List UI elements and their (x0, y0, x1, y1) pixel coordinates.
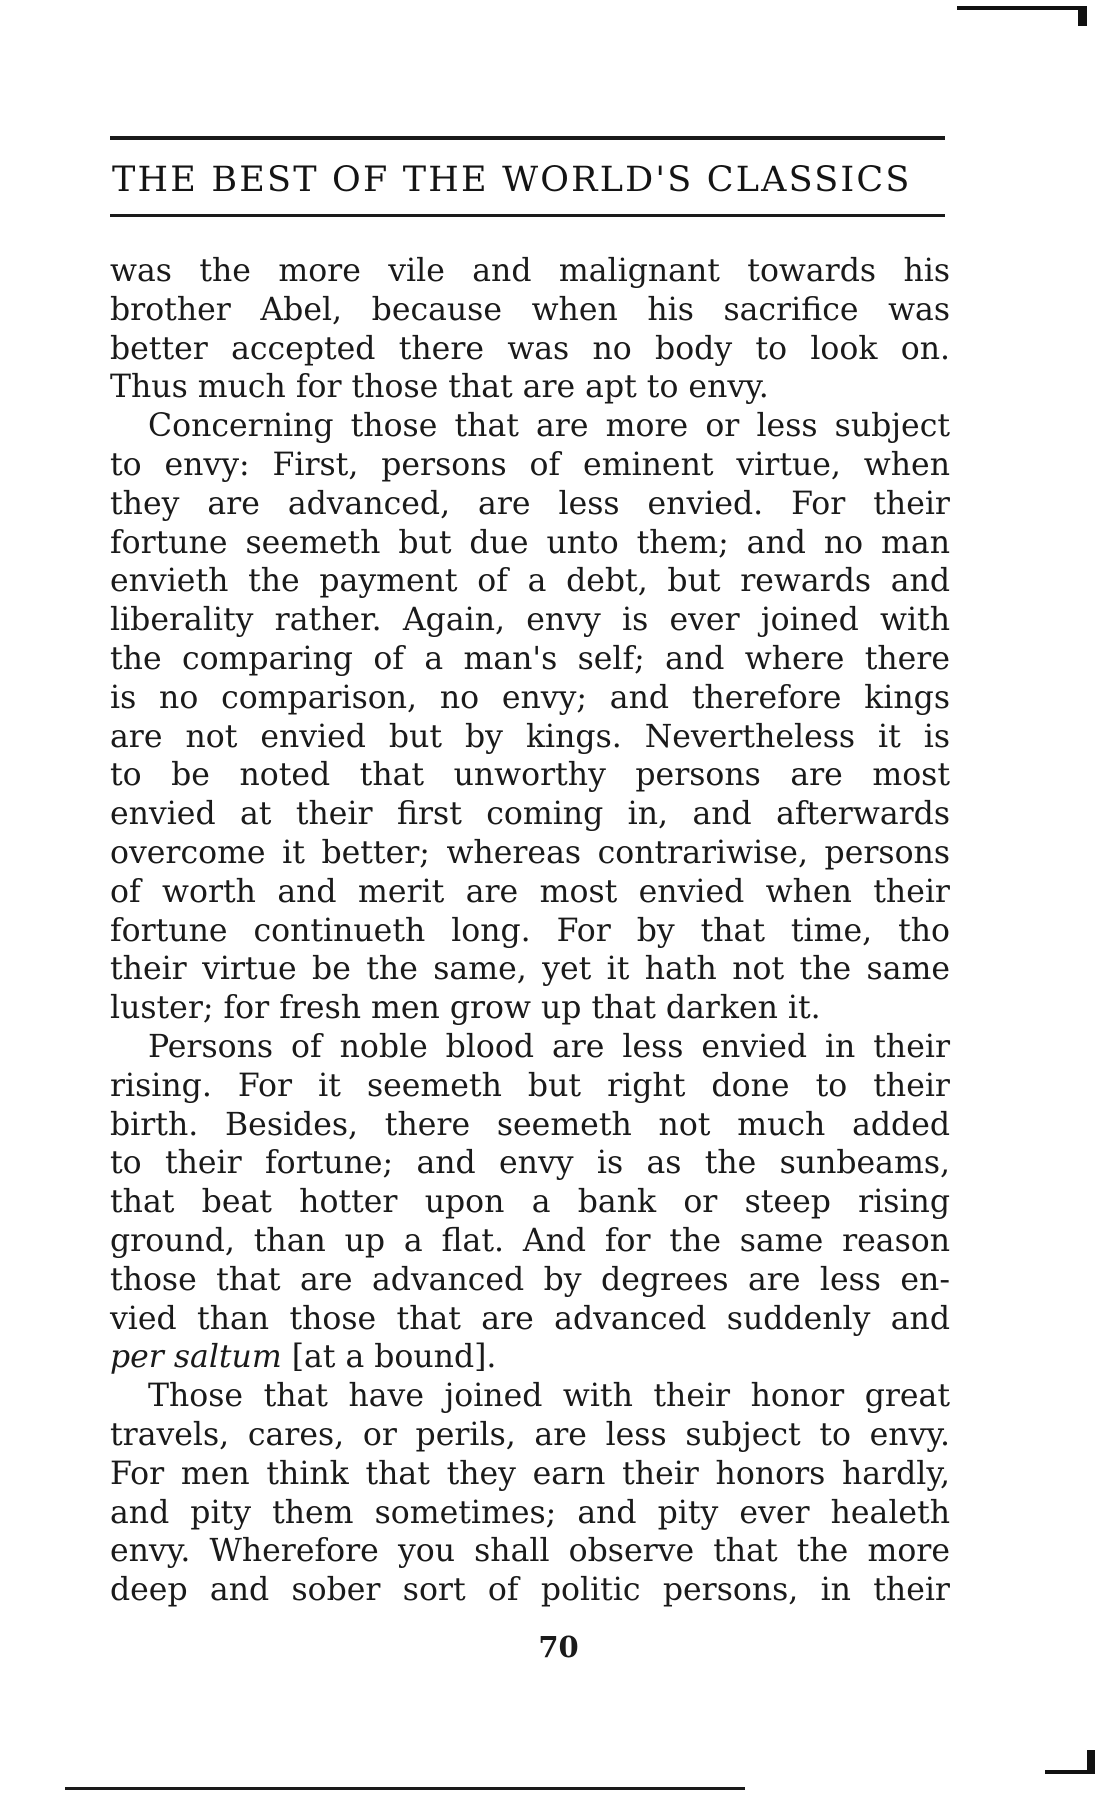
text-line: envied at their first coming in, and afterwards (110, 796, 950, 833)
text-line: are not envied but by kings. Nevertheless it is (110, 718, 950, 755)
text-line: Thus much for those that are apt to envy. (110, 369, 769, 406)
text-line: better accepted there was no body to look on. (110, 330, 950, 367)
top-corner-mark (957, 6, 1087, 10)
text-line: they are advanced, are less envied. For their (110, 485, 950, 522)
text-line: ground, than up a flat. And for the same reason (110, 1222, 950, 1259)
text-line: vied than those that are advanced suddenly and (110, 1300, 950, 1337)
text-line: fortune continueth long. For by that time, tho (110, 912, 950, 949)
line-rest: [at a bound]. (281, 1339, 497, 1376)
text-line: deep and sober sort of politic persons, in their (110, 1572, 950, 1609)
text-line: that beat hotter upon a bank or steep rising (110, 1184, 950, 1221)
text-line: fortune seemeth but due unto them; and no man (110, 524, 950, 561)
text-line: of worth and merit are most envied when their (110, 873, 950, 910)
text-line: their virtue be the same, yet it hath not the same (110, 951, 950, 988)
body-text (110, 252, 950, 1610)
text-line: rising. For it seemeth but right done to their (110, 1067, 950, 1104)
bottom-corner-mark (1045, 1770, 1095, 1774)
text-line: For men think that they earn their honors hardly, (110, 1455, 950, 1492)
page-number: 70 (538, 1630, 579, 1664)
text-line: travels, cares, or perils, are less subject to envy. (110, 1416, 950, 1453)
text-line: envieth the payment of a debt, but rewards and (110, 563, 950, 600)
italic-phrase: per saltum (110, 1339, 282, 1376)
text-line: to their fortune; and envy is as the sunbeams, (110, 1145, 950, 1182)
text-line (110, 1338, 950, 1377)
text-line: Persons of noble blood are less envied in their (148, 1028, 950, 1065)
head-rule (110, 214, 945, 217)
text-line: overcome it better; whereas contrariwise, persons (110, 834, 950, 871)
text-line: brother Abel, because when his sacrifice was (110, 291, 950, 328)
text-line: liberality rather. Again, envy is ever joined with (110, 602, 950, 639)
text-line: birth. Besides, there seemeth not much added (110, 1106, 950, 1143)
text-line: is no comparison, no envy; and therefore kings (110, 679, 950, 716)
text-line: to envy: First, persons of eminent virtue, when (110, 446, 950, 483)
running-head: THE BEST OF THE WORLD'S CLASSICS (112, 160, 912, 200)
text-line: to be noted that unworthy persons are most (110, 757, 950, 794)
text-line: Those that have joined with their honor great (148, 1378, 950, 1415)
text-line: Concerning those that are more or less subject (148, 408, 950, 445)
text-line: luster; for fresh men grow up that darken it. (110, 990, 821, 1027)
text-line: those that are advanced by degrees are less en- (110, 1261, 950, 1298)
text-line: and pity them sometimes; and pity ever healeth (110, 1494, 950, 1531)
text-line: the comparing of a man's self; and where there (110, 640, 950, 677)
top-rule (110, 136, 945, 140)
text-line: was the more vile and malignant towards his (110, 253, 950, 289)
bottom-rule (65, 1787, 745, 1790)
text-line: envy. Wherefore you shall observe that the more (110, 1533, 950, 1570)
